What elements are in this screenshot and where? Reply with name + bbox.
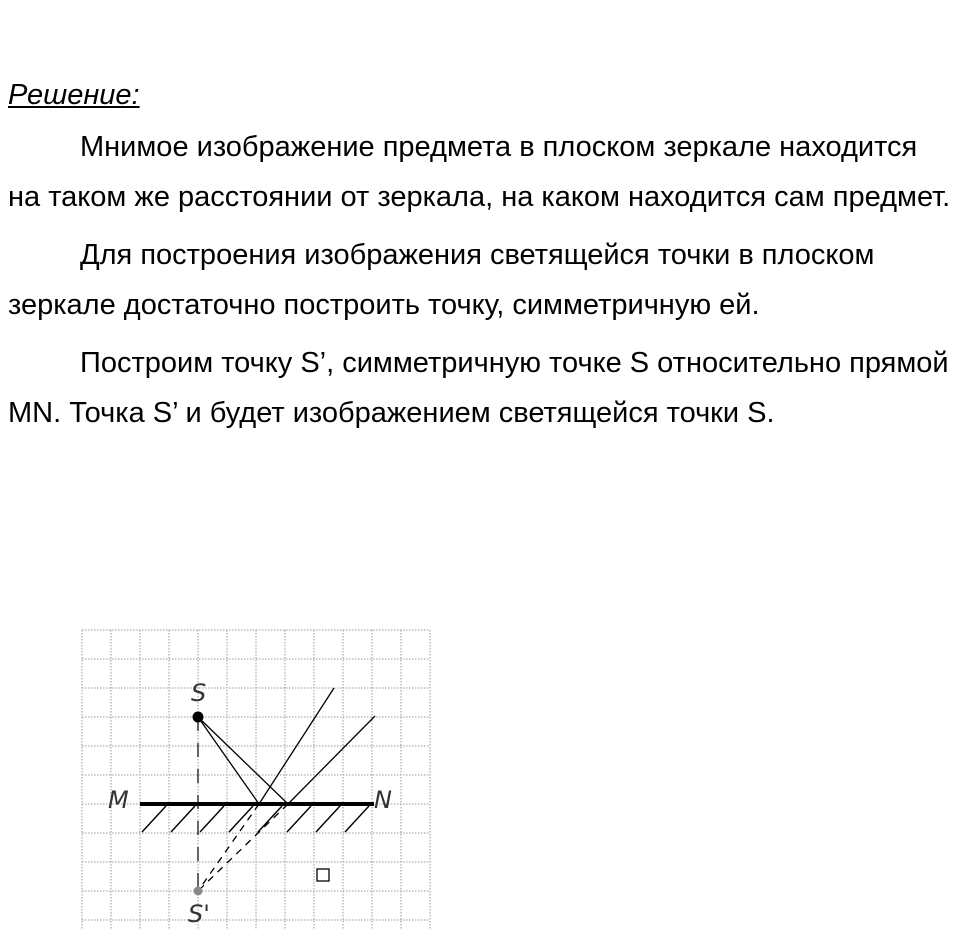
- solution-heading: Решение:: [8, 79, 140, 111]
- hatch-mark: [200, 806, 224, 832]
- point-s-prime: [194, 887, 203, 896]
- label-n: N: [374, 786, 392, 814]
- hatch-mark: [287, 806, 311, 832]
- paragraph-symmetric-point: Построим точку S’, симметричную точке S относительно прямой MN. Точка S’ и будет изображением светящейся точки S.: [8, 347, 949, 429]
- solution-document: [8, 74, 956, 446]
- hatch-mark: [316, 806, 340, 832]
- hatch-mark: [258, 806, 282, 832]
- mirror-diagram: [78, 626, 444, 936]
- hatch-mark: [171, 806, 195, 832]
- grid-lines: [82, 630, 430, 930]
- label-s: S: [191, 679, 207, 707]
- label-m: M: [108, 786, 129, 814]
- hatch-mark: [229, 806, 253, 832]
- paragraph-construction-method: Для построения изображения светящейся точки в плоском зеркале достаточно построить точку, симметричную ей.: [8, 239, 875, 321]
- ray-extension-1: [198, 804, 259, 891]
- hatch-mark: [345, 806, 369, 832]
- hatch-mark: [142, 806, 166, 832]
- label-s-prime: S': [188, 900, 210, 928]
- light-rays: [198, 688, 375, 891]
- paragraph-virtual-image: Мнимое изображение предмета в плоском зеркале находится на таком же расстоянии от зеркала, на каком находится сам предмет.: [8, 131, 951, 213]
- point-s: [193, 712, 204, 723]
- small-square-marker: [317, 869, 329, 881]
- mirror-diagram-svg: [78, 626, 444, 936]
- ray-reflected-2: [288, 716, 375, 804]
- ray-incident-2: [198, 717, 288, 804]
- ray-incident-1: [198, 717, 259, 804]
